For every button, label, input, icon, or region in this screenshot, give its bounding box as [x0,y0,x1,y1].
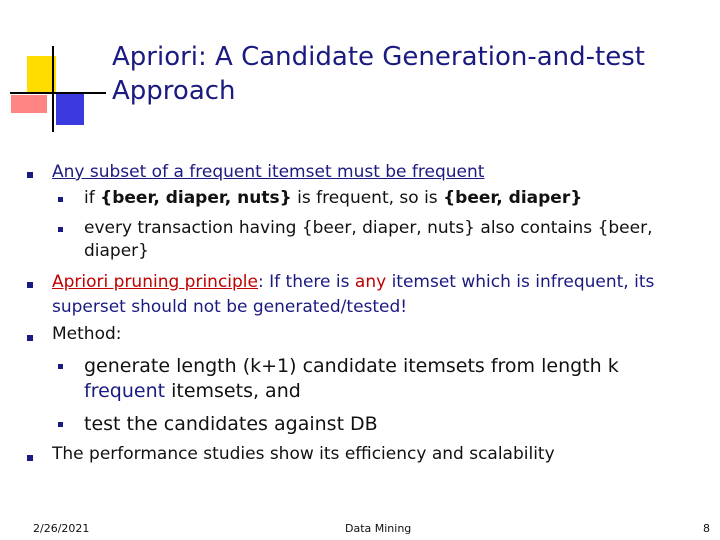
logo-blue-square [56,92,84,125]
sub-bullet-square-icon [58,197,63,202]
bullet-subset-text: Any subset of a frequent itemset must be frequent [52,162,485,182]
method-frequent-word: frequent [84,380,166,402]
logo-red-square [11,95,47,113]
footer-page-number: 8 [703,522,710,535]
pruning-rest: itemset which is infrequent, its [386,272,655,292]
bullet-pruning-line2: superset should not be generated/tested! [52,297,408,317]
sub-bullet-transaction-line2: diaper} [84,241,149,261]
footer-title: Data Mining [345,522,412,535]
sub1-prefix: if [84,188,101,208]
slide-logo [0,0,110,140]
sub-bullet-beer-example [84,187,582,210]
sub1-set-full: {beer, diaper, nuts} [100,188,292,208]
method-generate-rest: itemsets, and [165,380,301,402]
sub-bullet-transaction-line1: every transaction having {beer, diaper, nuts} also contains {beer, [84,218,653,238]
method-test: test the candidates against DB [84,413,378,435]
bullet-square-icon [27,335,33,341]
sub-bullet-square-icon [58,364,63,369]
bullet-pruning-line1 [52,271,654,294]
pruning-term: Apriori pruning principle [52,272,258,292]
logo-horizontal-line [10,92,106,94]
sub1-mid: is frequent, so is [291,188,444,208]
sub1-set-sub: {beer, diaper} [443,188,583,208]
bullet-square-icon [27,282,33,288]
title-line-2: Approach [112,76,236,106]
bullet-square-icon [27,455,33,461]
method-generate-line2 [84,379,301,404]
logo-vertical-line [52,46,54,132]
title-line-1: Apriori: A Candidate Generation-and-test [112,42,645,72]
sub-bullet-square-icon [58,422,63,427]
bullet-method: Method: [52,324,122,344]
slide-title [112,40,672,108]
method-generate-line1: generate length (k+1) candidate itemsets from length k [84,355,619,377]
footer-date: 2/26/2021 [33,522,90,535]
pruning-colon: : If there is [258,272,355,292]
bullet-performance: The performance studies show its efficiency and scalability [52,444,555,464]
pruning-any: any [354,272,387,292]
sub-bullet-square-icon [58,227,63,232]
bullet-square-icon [27,172,33,178]
